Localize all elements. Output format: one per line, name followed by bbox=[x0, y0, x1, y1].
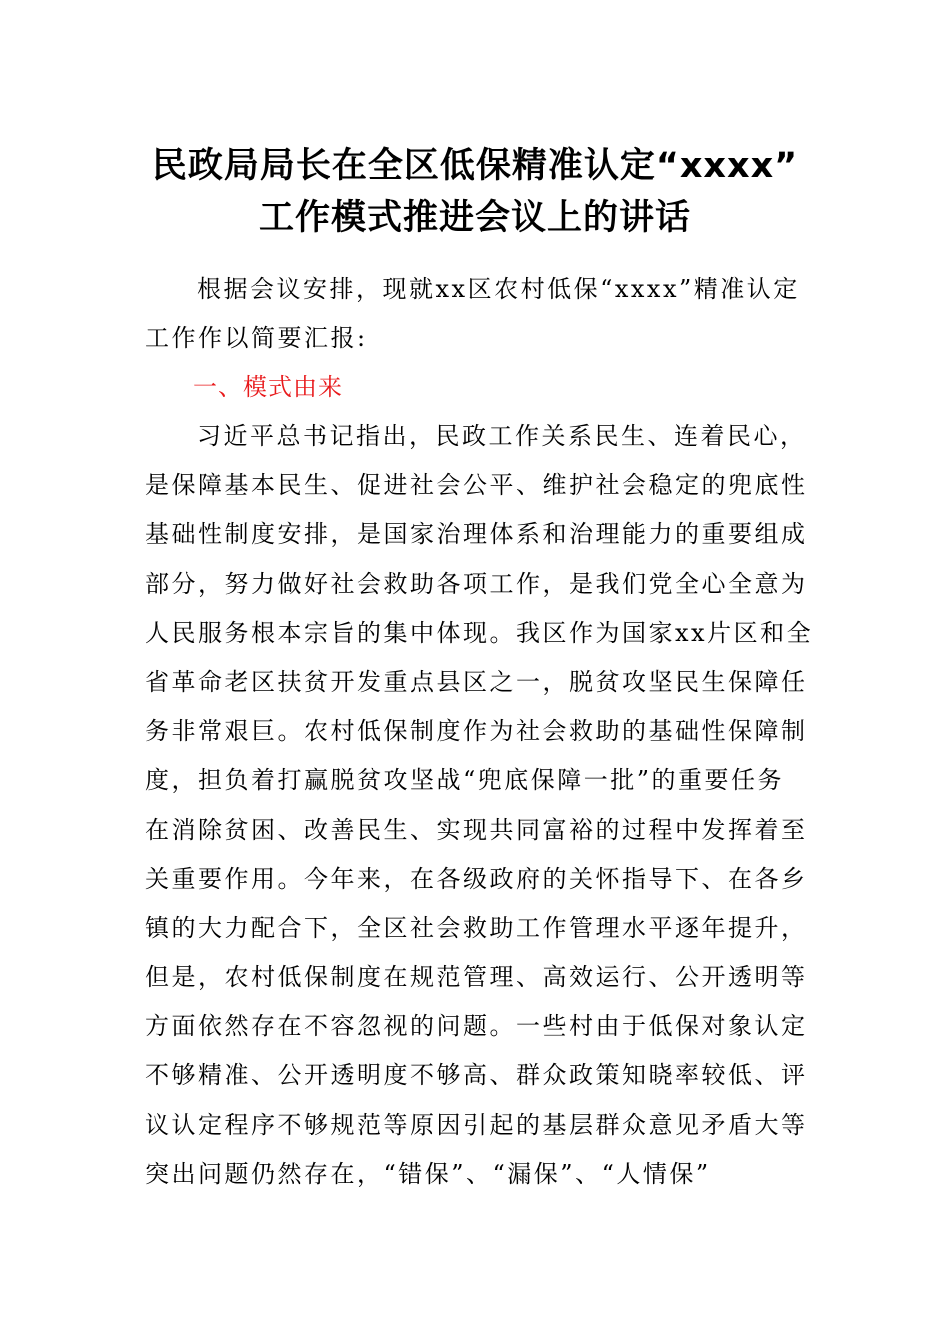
paragraph-line: 是保障基本民生、促进社会公平、维护社会稳定的兜底性 bbox=[145, 471, 808, 500]
paragraph-line: 议认定程序不够规范等原因引起的基层群众意见矛盾大等 bbox=[145, 1110, 808, 1139]
section-heading: 一、模式由来 bbox=[193, 373, 343, 401]
paragraph-line: 省革命老区扶贫开发重点县区之一，脱贫攻坚民生保障任 bbox=[145, 667, 808, 696]
document-title-line-2: 工作模式推进会议上的讲话 bbox=[258, 198, 691, 238]
paragraph-line: 关重要作用。今年来，在各级政府的关怀指导下、在各乡 bbox=[145, 864, 808, 893]
paragraph-line: 部分，努力做好社会救助各项工作，是我们党全心全意为 bbox=[145, 569, 808, 598]
paragraph-line: 人民服务根本宗旨的集中体现。我区作为国家xx片区和全 bbox=[145, 618, 814, 647]
paragraph-line: 方面依然存在不容忽视的问题。一些村由于低保对象认定 bbox=[145, 1012, 808, 1041]
paragraph-line: 突出问题仍然存在，“错保”、“漏保”、“人情保” bbox=[145, 1159, 711, 1188]
paragraph-line: 但是，农村低保制度在规范管理、高效运行、公开透明等 bbox=[145, 963, 808, 992]
paragraph-line: 习近平总书记指出，民政工作关系民生、连着民心， bbox=[197, 422, 807, 450]
paragraph-line: 基础性制度安排，是国家治理体系和治理能力的重要组成 bbox=[145, 520, 808, 549]
paragraph-line: 镇的大力配合下，全区社会救助工作管理水平逐年提升， bbox=[145, 913, 808, 942]
document-title-line-1: 民政局局长在全区低保精准认定“xxxx” bbox=[151, 146, 799, 186]
paragraph-line: 不够精准、公开透明度不够高、群众政策知晓率较低、评 bbox=[145, 1061, 808, 1090]
paragraph-line: 度，担负着打赢脱贫攻坚战“兜底保障一批”的重要任务 bbox=[145, 766, 785, 795]
paragraph-line: 在消除贫困、改善民生、实现共同富裕的过程中发挥着至 bbox=[145, 815, 808, 844]
intro-paragraph bbox=[145, 265, 815, 363]
section-paragraph bbox=[145, 412, 815, 1199]
paragraph-line: 工作作以简要汇报: bbox=[145, 324, 368, 353]
paragraph-line: 务非常艰巨。农村低保制度作为社会救助的基础性保障制 bbox=[145, 717, 808, 746]
paragraph-line: 根据会议安排，现就xx区农村低保“xxxx”精准认定 bbox=[197, 275, 800, 303]
